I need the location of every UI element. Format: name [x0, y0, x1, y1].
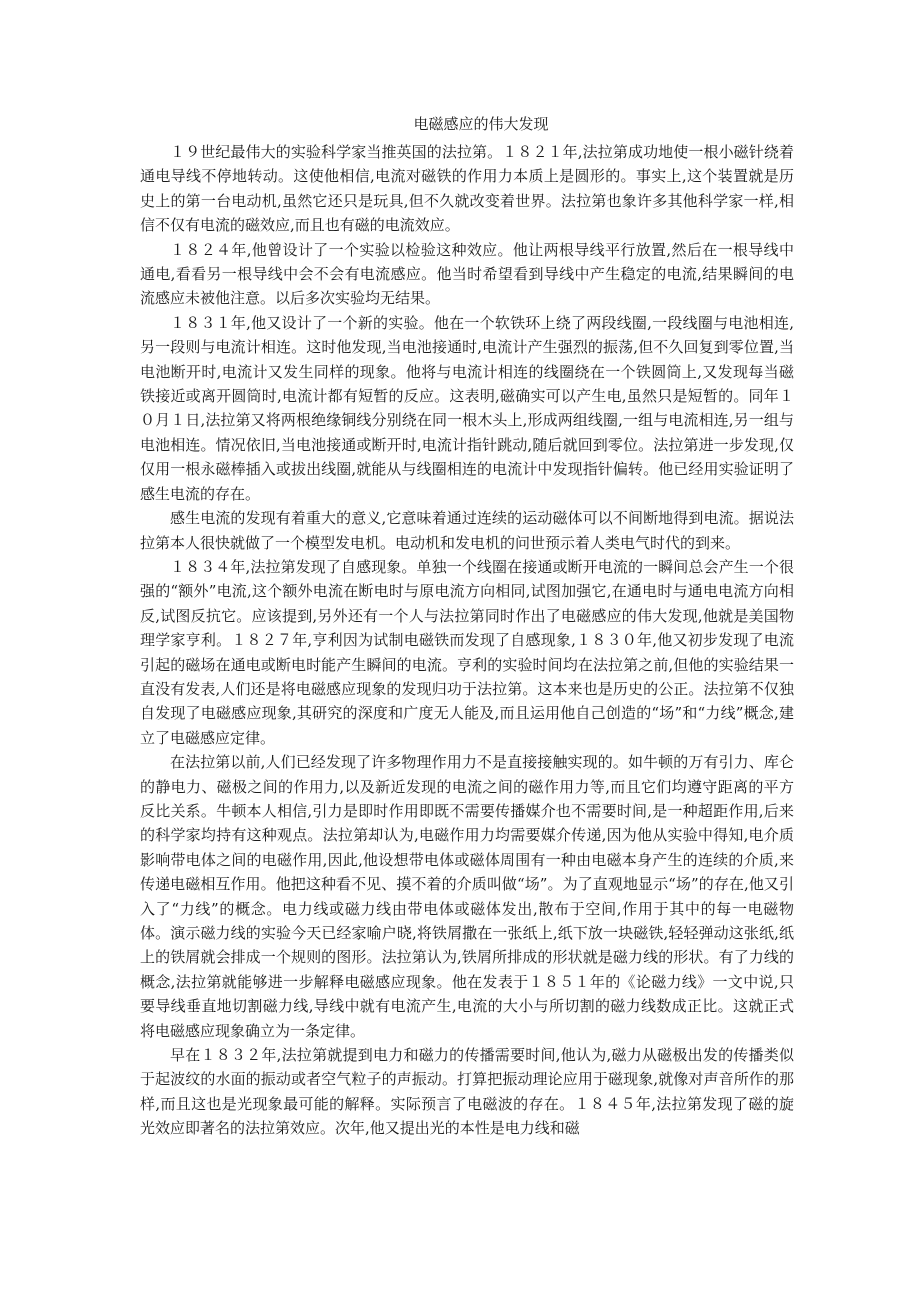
- paragraph: １８２４年,他曾设计了一个实验以检验这种效应。他让两根导线平行放置,然后在一根导线中通电,看看另一根导线中会不会有电流感应。他当时希望看到导线中产生稳定的电流,结果瞬间的电流感应未被他注意。以后多次实验均无结果。: [140, 240, 794, 308]
- paragraph: １８３４年,法拉第发现了自感现象。单独一个线圈在接通或断开电流的一瞬间总会产生一个很强的“额外”电流,这个额外电流在断电时与原电流方向相同,试图加强它,在通电时与通电电流方向相反,试图反抗它。应该提到,另外还有一个人与法拉第同时作出了电磁感应的伟大发现,他就是美国物理学家亨利。１８２７年,亨利因为试制电磁铁而发现了自感现象,１８３０年,他又初步发现了电流引起的磁场在通电或断电时能产生瞬间的电流。亨利的实验时间均在法拉第之前,但他的实验结果一直没有发表,人们还是将电磁感应现象的发现归功于法拉第。这本来也是历史的公正。法拉第不仅独自发现了电磁感应现象,其研究的深度和广度无人能及,而且运用他自己创造的“场”和“力线”概念,建立了电磁感应定律。: [140, 557, 794, 747]
- paragraph: １９世纪最伟大的实验科学家当推英国的法拉第。１８２１年,法拉第成功地使一根小磁针绕着通电导线不停地转动。这使他相信,电流对磁铁的作用力本质上是圆形的。事实上,这个装置就是历史上的第一台电动机,虽然它还只是玩具,但不久就改变着世界。法拉第也象许多其他科学家一样,相信不仅有电流的磁效应,而且也有磁的电流效应。: [140, 143, 794, 235]
- paragraph: 在法拉第以前,人们已经发现了许多物理作用力不是直接接触实现的。如牛顿的万有引力、库仑的静电力、磁极之间的作用力,以及新近发现的电流之间的磁作用力等,而且它们均遵守距离的平方反比关系。牛顿本人相信,引力是即时作用即既不需要传播媒介也不需要时间,是一种超距作用,后来的科学家均持有这种观点。法拉第却认为,电磁作用力均需要媒介传递,因为他从实验中得知,电介质影响带电体之间的电磁作用,因此,他设想带电体或磁体周围有一种由电磁本身产生的连续的介质,来传递电磁相互作用。他把这种看不见、摸不着的介质叫做“场”。为了直观地显示“场”的存在,他又引入了“力线”的概念。电力线或磁力线由带电体或磁体发出,散布于空间,作用于其中的每一电磁物体。演示磁力线的实验今天已经家喻户晓,将铁屑撒在一张纸上,纸下放一块磁铁,轻轻弹动这张纸,纸上的铁屑就会排成一个规则的图形。法拉第认为,铁屑所排成的形状就是磁力线的形状。有了力线的概念,法拉第就能够进一步解释电磁感应现象。他在发表于１８５１年的《论磁力线》一文中说,只要导线垂直地切割磁力线,导线中就有电流产生,电流的大小与所切割的磁力线数成正比。这就正式将电磁感应现象确立为一条定律。: [140, 753, 794, 1040]
- document-page: [140, 112, 794, 1141]
- paragraph: １８３１年,他又设计了一个新的实验。他在一个软铁环上绕了两段线圈,一段线圈与电池相连,另一段则与电流计相连。这时他发现,当电池接通时,电流计产生强烈的振荡,但不久回复到零位置,当电池断开时,电流计又发生同样的现象。他将与电流计相连的线圈绕在一个铁圆筒上,又发现每当磁铁接近或离开圆筒时,电流计都有短暂的反应。这表明,磁确实可以产生电,虽然只是短暂的。同年１０月１日,法拉第又将两根绝缘铜线分别绕在同一根木头上,形成两组线圈,一组与电流相连,另一组与电池相连。情况依旧,当电池接通或断开时,电流计指针跳动,随后就回到零位。法拉第进一步发现,仅仅用一根永磁棒插入或拔出线圈,就能从与线圈相连的电流计中发现指针偏转。他已经用实验证明了感生电流的存在。: [140, 313, 794, 503]
- paragraph: 感生电流的发现有着重大的意义,它意味着通过连续的运动磁体可以不间断地得到电流。据说法拉第本人很快就做了一个模型发电机。电动机和发电机的问世预示着人类电气时代的到来。: [140, 509, 794, 552]
- paragraph: 早在１８３２年,法拉第就提到电力和磁力的传播需要时间,他认为,磁力从磁极出发的传播类似于起波纹的水面的振动或者空气粒子的声振动。打算把振动理论应用于磁现象,就像对声音所作的那样,而且这也是光现象最可能的解释。实际预言了电磁波的存在。１８４５年,法拉第发现了磁的旋光效应即著名的法拉第效应。次年,他又提出光的本性是电力线和磁: [140, 1046, 794, 1138]
- document-title: 电磁感应的伟大发现: [413, 115, 549, 133]
